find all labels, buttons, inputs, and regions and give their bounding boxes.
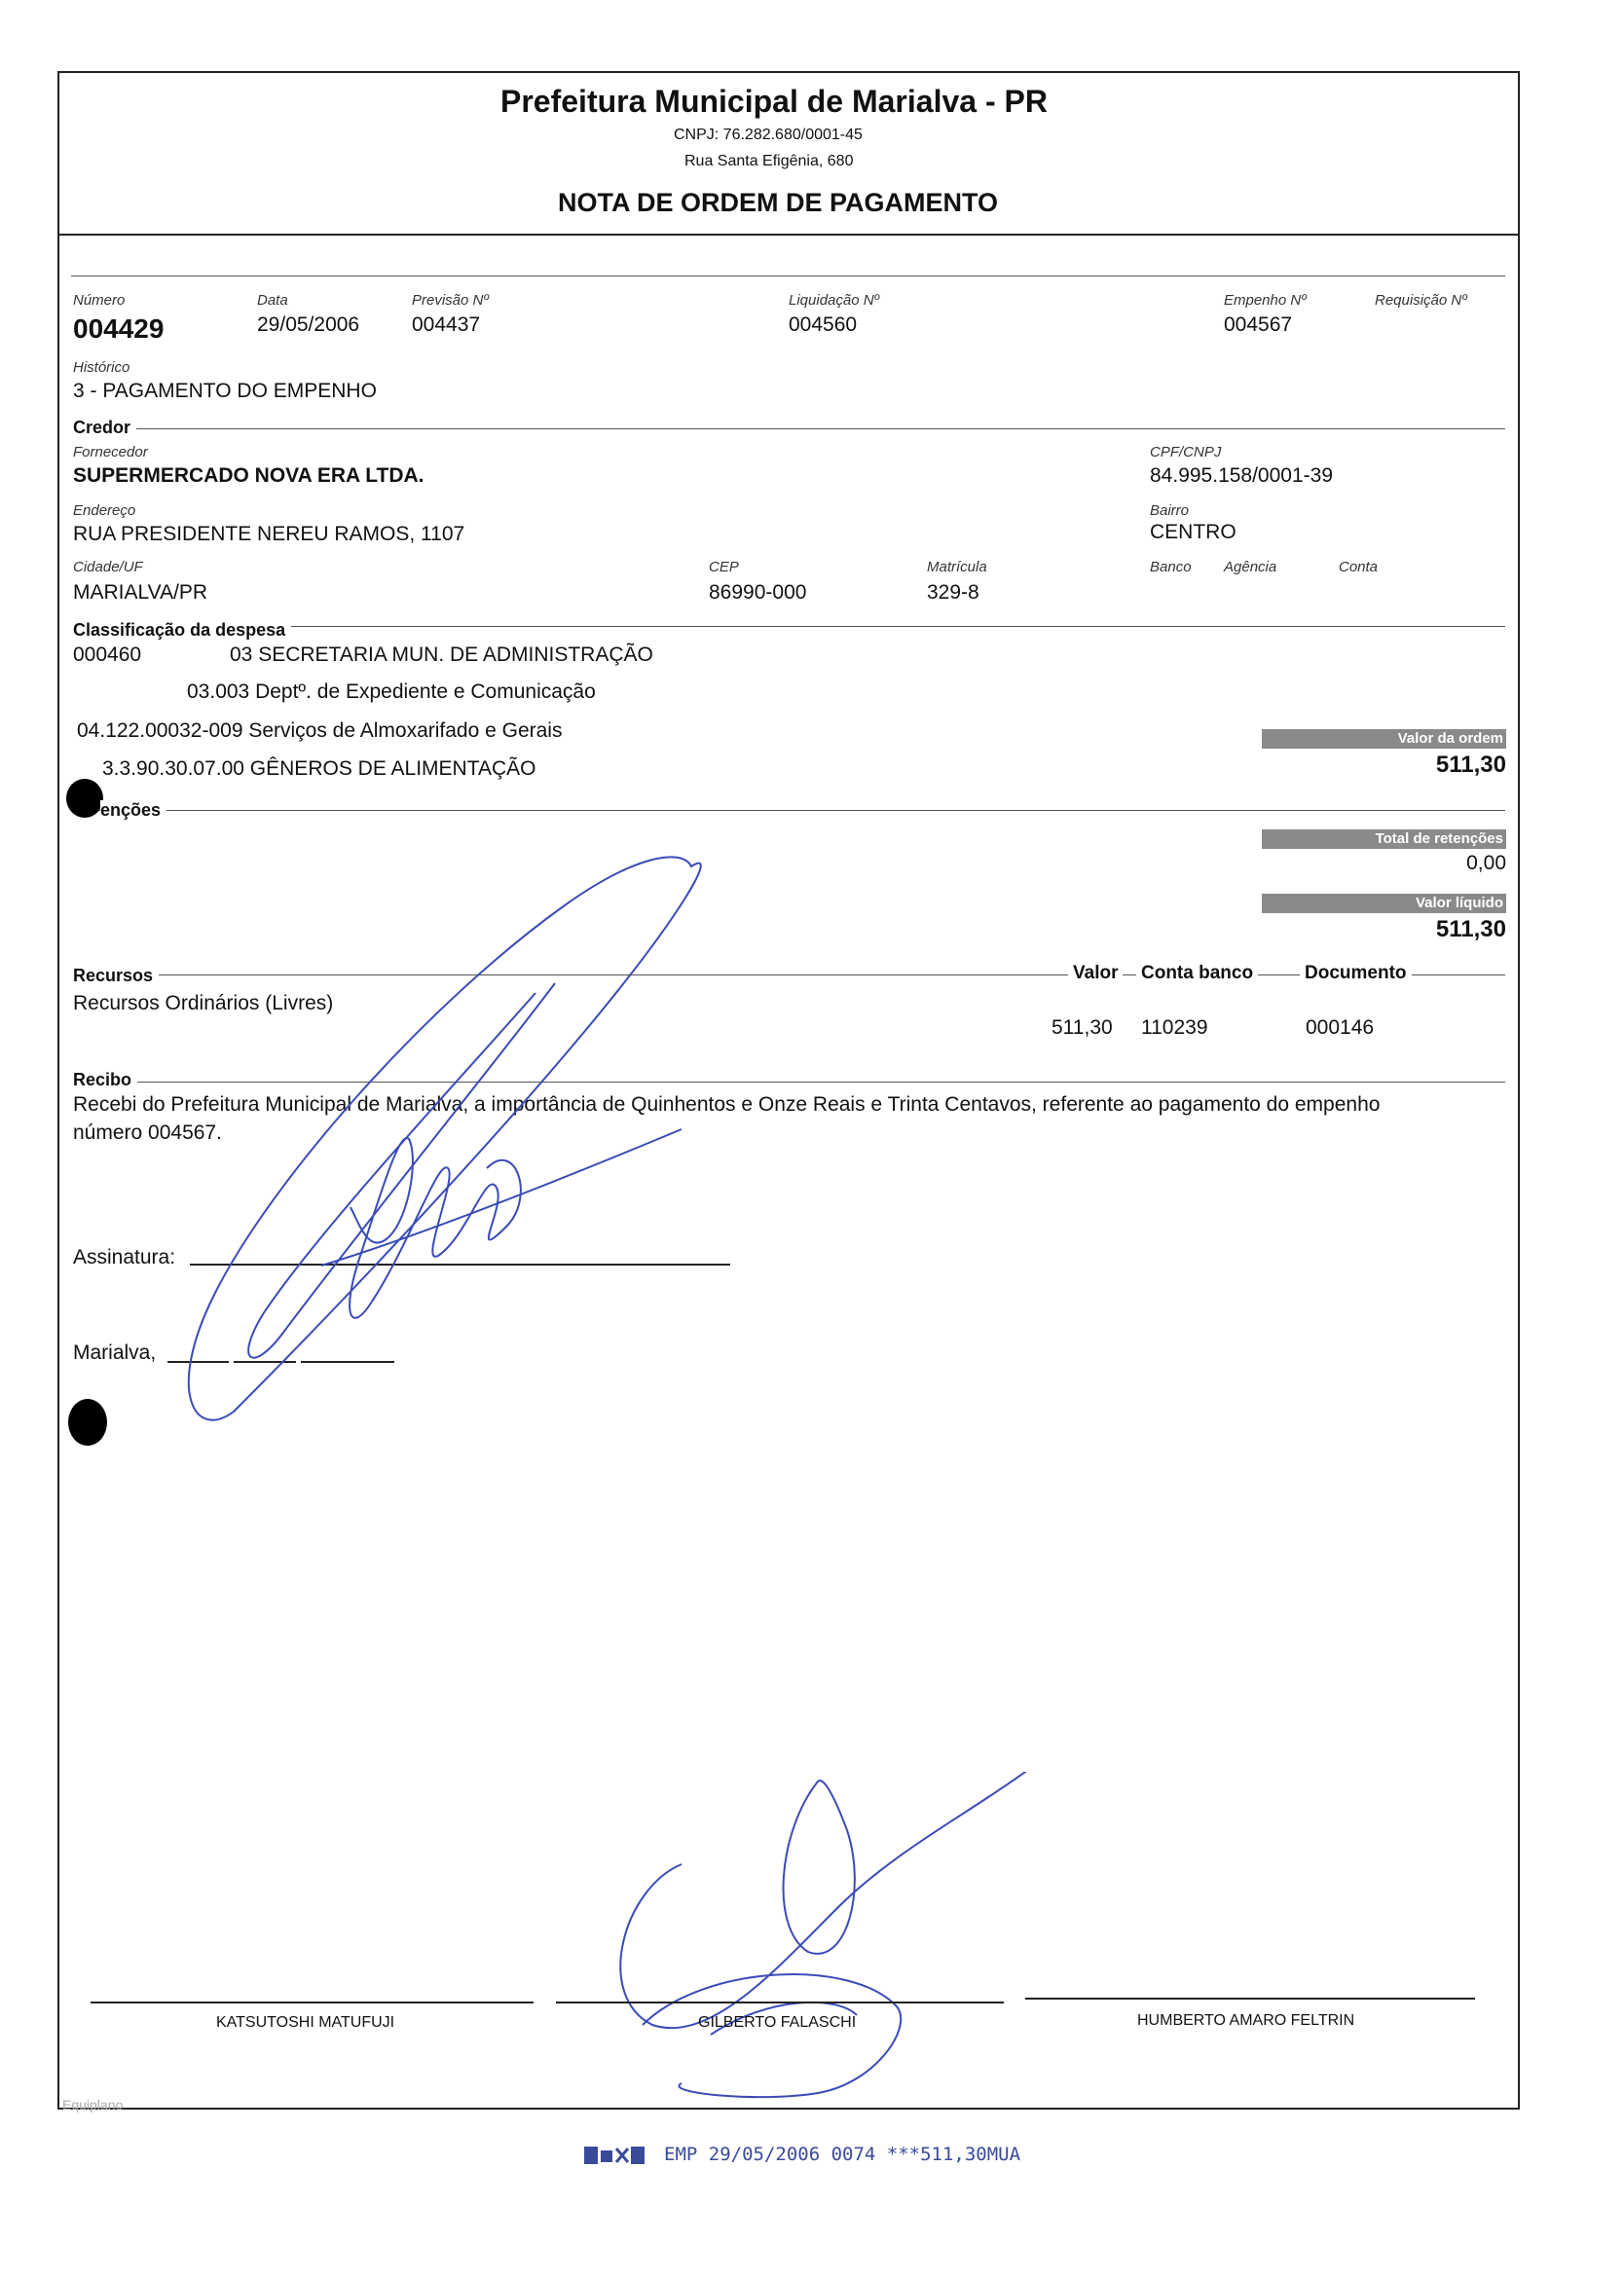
liquidacao-value: 004560 bbox=[789, 313, 858, 336]
recibo-rule bbox=[73, 1082, 1505, 1083]
signatory-line-1 bbox=[91, 2002, 534, 2003]
cidade-label: Cidade/UF bbox=[73, 559, 143, 575]
cpf-label: CPF/CNPJ bbox=[1150, 444, 1222, 460]
historico-value: 3 - PAGAMENTO DO EMPENHO bbox=[73, 380, 377, 402]
agencia-label: Agência bbox=[1224, 559, 1277, 575]
conta-label: Conta bbox=[1339, 559, 1379, 575]
assinatura-label: Assinatura: bbox=[73, 1246, 176, 1268]
valor-liquido-value: 511,30 bbox=[1435, 916, 1506, 942]
bairro-value: CENTRO bbox=[1150, 521, 1236, 543]
header-address: Rua Santa Efigênia, 680 bbox=[684, 153, 854, 169]
recursos-rule bbox=[73, 974, 1505, 975]
cep-label: CEP bbox=[709, 559, 739, 575]
assinatura-line bbox=[190, 1264, 730, 1266]
software-label: Equiplano bbox=[62, 2097, 124, 2113]
endereco-value: RUA PRESIDENTE NEREU RAMOS, 1107 bbox=[73, 523, 465, 545]
credor-rule bbox=[73, 428, 1505, 429]
retencoes-rule bbox=[73, 810, 1505, 811]
matricula-label: Matrícula bbox=[927, 559, 987, 575]
punch-hole-bottom bbox=[68, 1399, 107, 1446]
classificacao-line3: 04.122.00032-009 Serviços de Almoxarifado e Gerais bbox=[77, 719, 563, 742]
recursos-section: Recursos bbox=[73, 966, 159, 986]
classificacao-line4: 3.3.90.30.07.00 GÊNEROS DE ALIMENTAÇÃO bbox=[102, 757, 536, 780]
signatory-name-3: HUMBERTO AMARO FELTRIN bbox=[1137, 2012, 1355, 2029]
historico-label: Histórico bbox=[73, 359, 130, 376]
date-line-2 bbox=[234, 1361, 296, 1363]
total-retencoes-bar: Total de retenções bbox=[1262, 829, 1506, 849]
signatory-line-2 bbox=[556, 2002, 1004, 2003]
liquidacao-label: Liquidação Nº bbox=[789, 292, 880, 309]
retencoes-section: enções bbox=[100, 800, 166, 821]
fornecedor-value: SUPERMERCADO NOVA ERA LTDA. bbox=[73, 464, 424, 487]
signatory-line-3 bbox=[1025, 1998, 1475, 2000]
document-frame bbox=[57, 71, 1520, 2110]
recibo-section: Recibo bbox=[73, 1070, 137, 1090]
cidade-value: MARIALVA/PR bbox=[73, 581, 208, 604]
matricula-value: 329-8 bbox=[927, 581, 979, 604]
banco-label: Banco bbox=[1150, 559, 1192, 575]
total-retencoes-value: 0,00 bbox=[1466, 852, 1506, 874]
recursos-documento-label: Documento bbox=[1300, 963, 1412, 984]
numero-label: Número bbox=[73, 292, 126, 309]
recursos-valor-label: Valor bbox=[1068, 963, 1123, 984]
header-cnpj: CNPJ: 76.282.680/0001-45 bbox=[674, 127, 863, 143]
cep-value: 86990-000 bbox=[709, 581, 807, 604]
signatory-name-2: GILBERTO FALASCHI bbox=[698, 2014, 857, 2031]
credor-section: Credor bbox=[73, 418, 136, 438]
date-line-3 bbox=[301, 1361, 394, 1363]
previsao-label: Previsão Nº bbox=[412, 292, 489, 309]
requisicao-label: Requisição Nº bbox=[1375, 292, 1467, 309]
fornecedor-label: Fornecedor bbox=[73, 444, 148, 460]
valor-ordem-bar: Valor da ordem bbox=[1262, 729, 1506, 749]
valor-liquido-bar: Valor líquido bbox=[1262, 894, 1506, 913]
classificacao-section: Classificação da despesa bbox=[73, 620, 291, 641]
local-label: Marialva, bbox=[73, 1341, 157, 1364]
empenho-label: Empenho Nº bbox=[1224, 292, 1307, 309]
recursos-conta-label: Conta banco bbox=[1136, 963, 1258, 984]
classificacao-line2: 03.003 Deptº. de Expediente e Comunicação bbox=[187, 680, 596, 703]
recursos-descricao: Recursos Ordinários (Livres) bbox=[73, 992, 334, 1014]
header-divider bbox=[57, 234, 1520, 236]
classificacao-code: 000460 bbox=[73, 643, 142, 666]
header-title: Prefeitura Municipal de Marialva - PR bbox=[500, 84, 1048, 119]
footer-stamp: EMP 29/05/2006 0074 ***511,30MUA bbox=[664, 2144, 1021, 2165]
recursos-conta: 110239 bbox=[1141, 1016, 1208, 1039]
recibo-text-1: Recebi do Prefeitura Municipal de Marialva, a importância de Quinhentos e Onze Reais e Trinta Centavos, referente ao pagamento do empenho bbox=[73, 1093, 1381, 1116]
cpf-value: 84.995.158/0001-39 bbox=[1150, 464, 1334, 487]
date-line-1 bbox=[167, 1361, 229, 1363]
bairro-label: Bairro bbox=[1150, 502, 1190, 519]
punch-hole-top bbox=[66, 779, 103, 818]
data-label: Data bbox=[257, 292, 288, 309]
data-value: 29/05/2006 bbox=[257, 313, 360, 336]
endereco-label: Endereço bbox=[73, 502, 136, 519]
footer-logo-icon bbox=[584, 2145, 645, 2166]
previsao-value: 004437 bbox=[412, 313, 481, 336]
numero-value: 004429 bbox=[73, 313, 165, 344]
valor-ordem-value: 511,30 bbox=[1435, 752, 1506, 778]
recursos-valor: 511,30 bbox=[1052, 1016, 1113, 1039]
doc-title: NOTA DE ORDEM DE PAGAMENTO bbox=[558, 188, 999, 217]
recursos-documento: 000146 bbox=[1306, 1016, 1375, 1039]
recibo-text-2: número 004567. bbox=[73, 1121, 222, 1144]
signatory-name-1: KATSUTOSHI MATUFUJI bbox=[216, 2014, 395, 2031]
classificacao-line1: 03 SECRETARIA MUN. DE ADMINISTRAÇÃO bbox=[230, 643, 653, 666]
empenho-value: 004567 bbox=[1224, 313, 1293, 336]
